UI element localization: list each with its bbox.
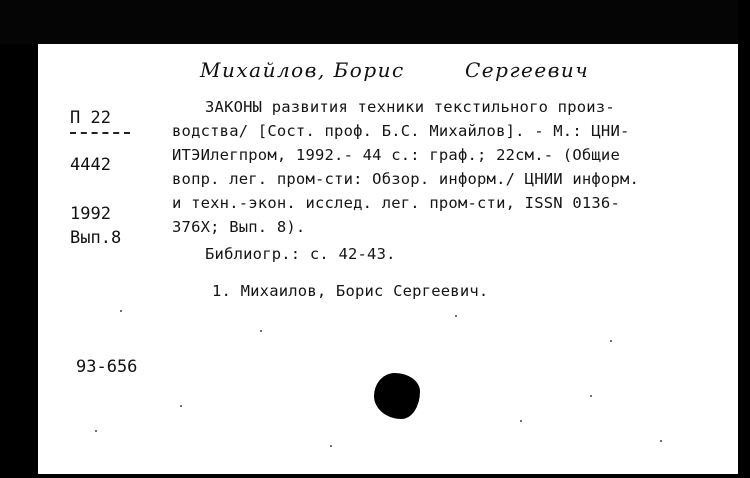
scan-top-border <box>0 0 750 44</box>
author-tracing: 1. Михаилов, Борис Сергеевич. <box>212 282 489 300</box>
scan-right-border <box>738 0 750 478</box>
accession-number: 93-656 <box>76 357 138 377</box>
bibliography-note: Библиогр.: с. 42-43. <box>205 245 396 263</box>
handwritten-patronymic: Сергеевич <box>465 58 590 82</box>
body-line-1: ЗАКОНЫ развития техники текстильного произ- <box>205 98 615 116</box>
issue-mark: Вып.8 <box>70 228 122 248</box>
class-code-underline <box>70 132 130 134</box>
handwritten-author: Михайлов, Борис <box>200 58 405 82</box>
body-line-2: водства/ [Сост. проф. Б.С. Михайлов]. - М.: ЦНИ- <box>172 122 630 140</box>
class-code: П 22 <box>70 108 111 128</box>
body-line-4: вопр. лег. пром-сти: Обзор. информ./ ЦНИИ информ. <box>172 170 640 188</box>
body-line-3: ИТЭИлегпром, 1992.- 44 с.: граф.; 22см.- (Общие <box>172 146 620 164</box>
body-line-5: и техн.-экон. исслед. лег. пром-сти, ISSN 0136- <box>172 194 620 212</box>
body-line-6: 376X; Вып. 8). <box>172 218 306 236</box>
card-number: 4442 <box>70 155 111 175</box>
year-mark: 1992 <box>70 204 111 224</box>
ink-blot <box>374 373 420 419</box>
